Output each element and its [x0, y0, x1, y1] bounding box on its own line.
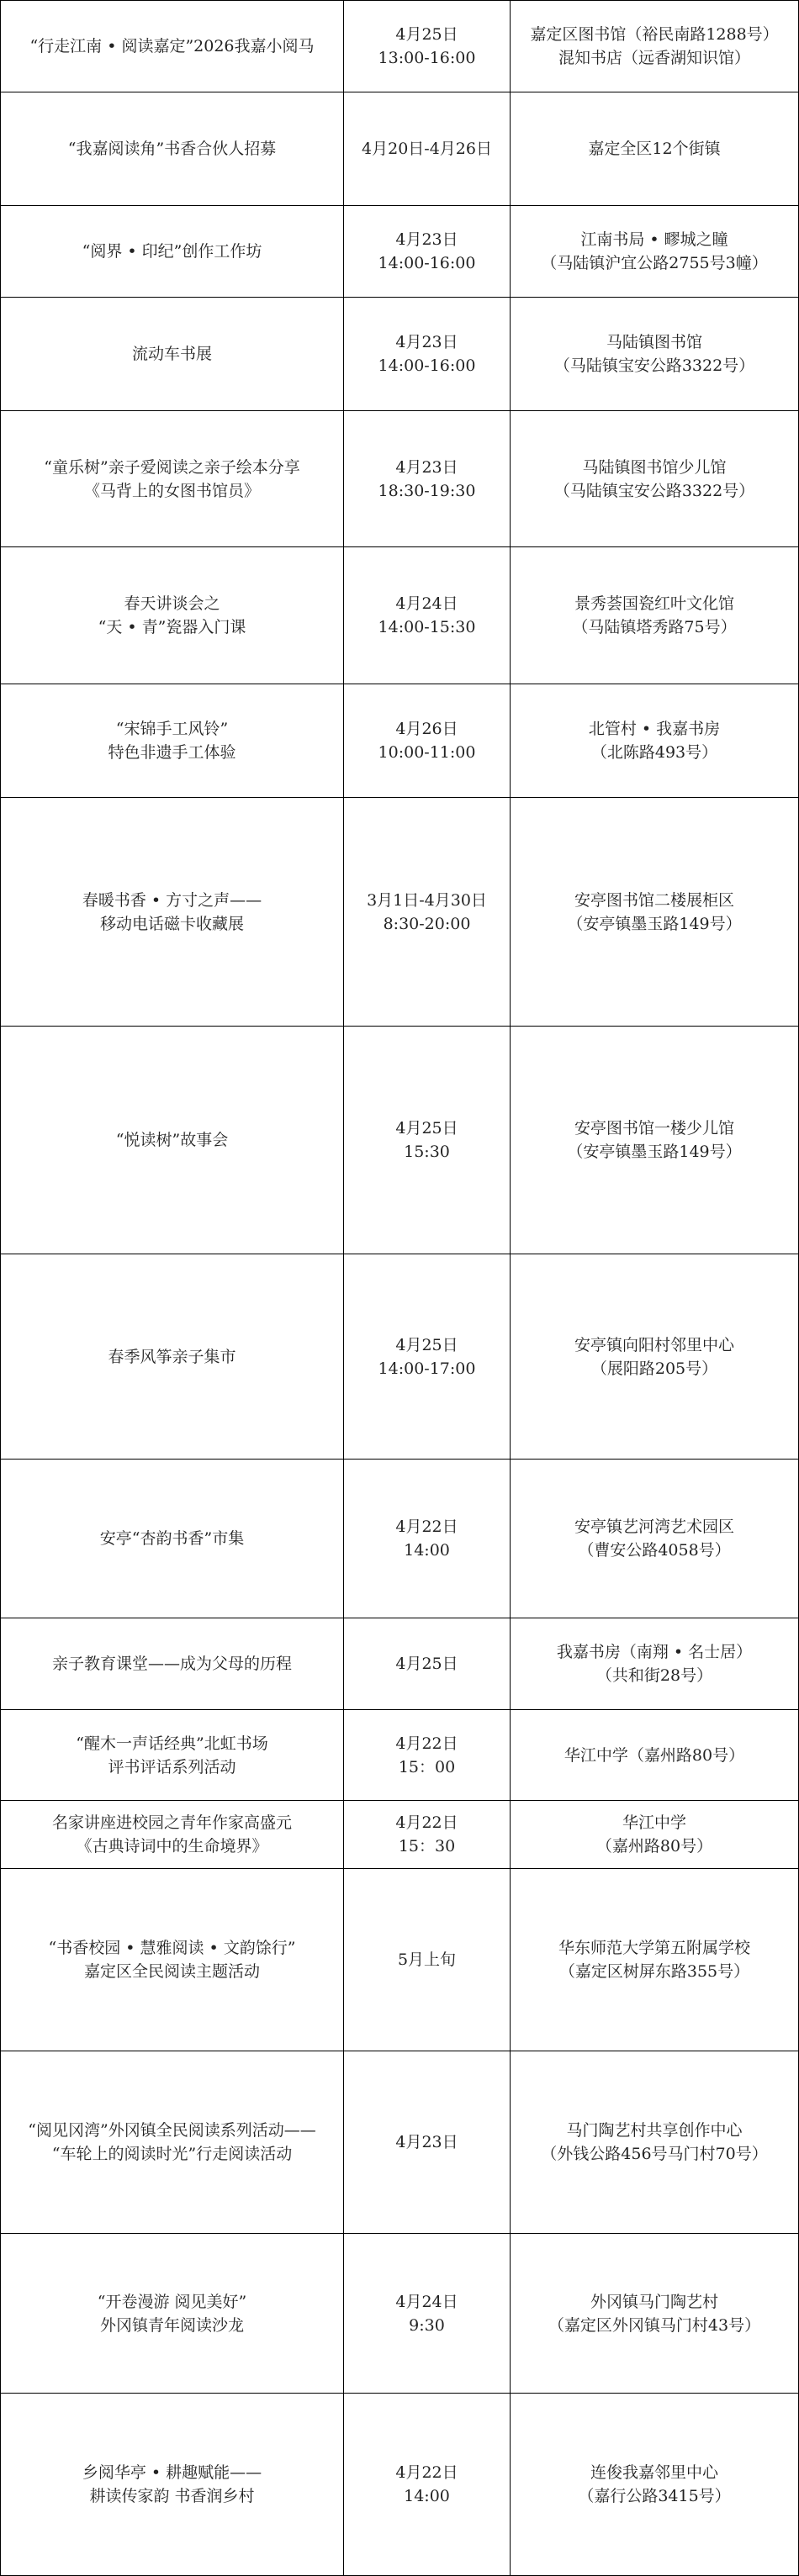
table-row [1, 1618, 799, 1710]
event-location-cell: 华东师范大学第五附属学校 （嘉定区树屏东路355号） [511, 1869, 799, 2051]
event-name-cell: “书香校园 • 慧雅阅读 • 文韵馀行” 嘉定区全民阅读主题活动 [1, 1869, 344, 2051]
table-row [1, 1869, 799, 2051]
event-location-cell: 我嘉书房（南翔 • 名士居） （共和街28号） [511, 1618, 799, 1710]
event-time-cell: 4月25日 13:00-16:00 [344, 1, 511, 92]
table-row [1, 2234, 799, 2394]
event-time-cell: 4月25日 [344, 1618, 511, 1710]
event-name-cell: 春季风筝亲子集市 [1, 1254, 344, 1460]
event-location-cell: 景秀荟国瓷红叶文化馆 （马陆镇塔秀路75号） [511, 547, 799, 684]
event-time-cell: 4月22日 15：30 [344, 1801, 511, 1869]
event-location-cell: 北管村 • 我嘉书房 （北陈路493号） [511, 684, 799, 798]
event-location-cell: 安亭图书馆一楼少儿馆 （安亭镇墨玉路149号） [511, 1027, 799, 1254]
event-name-cell: 名家讲座进校园之青年作家高盛元 《古典诗词中的生命境界》 [1, 1801, 344, 1869]
table-row [1, 298, 799, 411]
event-time-cell: 4月20日-4月26日 [344, 92, 511, 206]
event-name-cell: 安亭“杏韵书香”市集 [1, 1460, 344, 1618]
event-location-cell: 马门陶艺村共享创作中心 （外钱公路456号马门村70号） [511, 2051, 799, 2234]
table-row [1, 206, 799, 298]
event-location-cell: 安亭图书馆二楼展柜区 （安亭镇墨玉路149号） [511, 798, 799, 1027]
event-name-cell: “阅界 • 印纪”创作工作坊 [1, 206, 344, 298]
table-row [1, 1254, 799, 1460]
table-row [1, 1710, 799, 1801]
table-row [1, 92, 799, 206]
event-schedule-body [1, 1, 799, 2576]
table-row [1, 684, 799, 798]
event-location-cell: 连俊我嘉邻里中心 （嘉行公路3415号） [511, 2394, 799, 2576]
event-time-cell: 3月1日-4月30日 8:30-20:00 [344, 798, 511, 1027]
event-time-cell: 4月22日 14:00 [344, 1460, 511, 1618]
event-location-cell: 江南书局 • 疁城之瞳 （马陆镇沪宜公路2755号3幢） [511, 206, 799, 298]
event-name-cell: “开卷漫游 阅见美好” 外冈镇青年阅读沙龙 [1, 2234, 344, 2394]
event-name-cell: “宋锦手工风铃” 特色非遗手工体验 [1, 684, 344, 798]
event-name-cell: “悦读树”故事会 [1, 1027, 344, 1254]
event-name-cell: 乡阅华亭 • 耕趣赋能—— 耕读传家韵 书香润乡村 [1, 2394, 344, 2576]
event-location-cell: 外冈镇马门陶艺村 （嘉定区外冈镇马门村43号） [511, 2234, 799, 2394]
event-name-cell: “阅见冈湾”外冈镇全民阅读系列活动—— “车轮上的阅读时光”行走阅读活动 [1, 2051, 344, 2234]
table-row [1, 798, 799, 1027]
table-row [1, 1027, 799, 1254]
event-time-cell: 4月23日 14:00-16:00 [344, 298, 511, 411]
table-row [1, 1, 799, 92]
event-name-cell: “行走江南 • 阅读嘉定”2026我嘉小阅马 [1, 1, 344, 92]
event-name-cell: 春天讲谈会之 “天 • 青”瓷器入门课 [1, 547, 344, 684]
event-name-cell: 亲子教育课堂——成为父母的历程 [1, 1618, 344, 1710]
event-time-cell: 4月22日 14:00 [344, 2394, 511, 2576]
event-name-cell: “醒木一声话经典”北虹书场 评书评话系列活动 [1, 1710, 344, 1801]
event-time-cell: 4月23日 14:00-16:00 [344, 206, 511, 298]
event-time-cell: 4月23日 18:30-19:30 [344, 411, 511, 547]
table-row [1, 1801, 799, 1869]
event-name-cell: “我嘉阅读角”书香合伙人招募 [1, 92, 344, 206]
table-row [1, 411, 799, 547]
event-location-cell: 华江中学 （嘉州路80号） [511, 1801, 799, 1869]
event-location-cell: 嘉定区图书馆（裕民南路1288号） 混知书店（远香湖知识馆） [511, 1, 799, 92]
event-location-cell: 华江中学（嘉州路80号） [511, 1710, 799, 1801]
event-time-cell: 4月24日 9:30 [344, 2234, 511, 2394]
event-location-cell: 马陆镇图书馆少儿馆 （马陆镇宝安公路3322号） [511, 411, 799, 547]
event-location-cell: 安亭镇向阳村邻里中心 （展阳路205号） [511, 1254, 799, 1460]
table-row [1, 1460, 799, 1618]
event-location-cell: 马陆镇图书馆 （马陆镇宝安公路3322号） [511, 298, 799, 411]
table-row [1, 2051, 799, 2234]
event-location-cell: 嘉定全区12个街镇 [511, 92, 799, 206]
event-name-cell: 春暖书香 • 方寸之声—— 移动电话磁卡收藏展 [1, 798, 344, 1027]
event-time-cell: 4月23日 [344, 2051, 511, 2234]
event-name-cell: 流动车书展 [1, 298, 344, 411]
event-time-cell: 4月24日 14:00-15:30 [344, 547, 511, 684]
table-row [1, 2394, 799, 2576]
event-time-cell: 4月25日 15:30 [344, 1027, 511, 1254]
event-time-cell: 5月上旬 [344, 1869, 511, 2051]
table-row [1, 547, 799, 684]
event-time-cell: 4月26日 10:00-11:00 [344, 684, 511, 798]
event-location-cell: 安亭镇艺河湾艺术园区 （曹安公路4058号） [511, 1460, 799, 1618]
event-time-cell: 4月22日 15：00 [344, 1710, 511, 1801]
event-time-cell: 4月25日 14:00-17:00 [344, 1254, 511, 1460]
event-name-cell: “童乐树”亲子爱阅读之亲子绘本分享 《马背上的女图书馆员》 [1, 411, 344, 547]
